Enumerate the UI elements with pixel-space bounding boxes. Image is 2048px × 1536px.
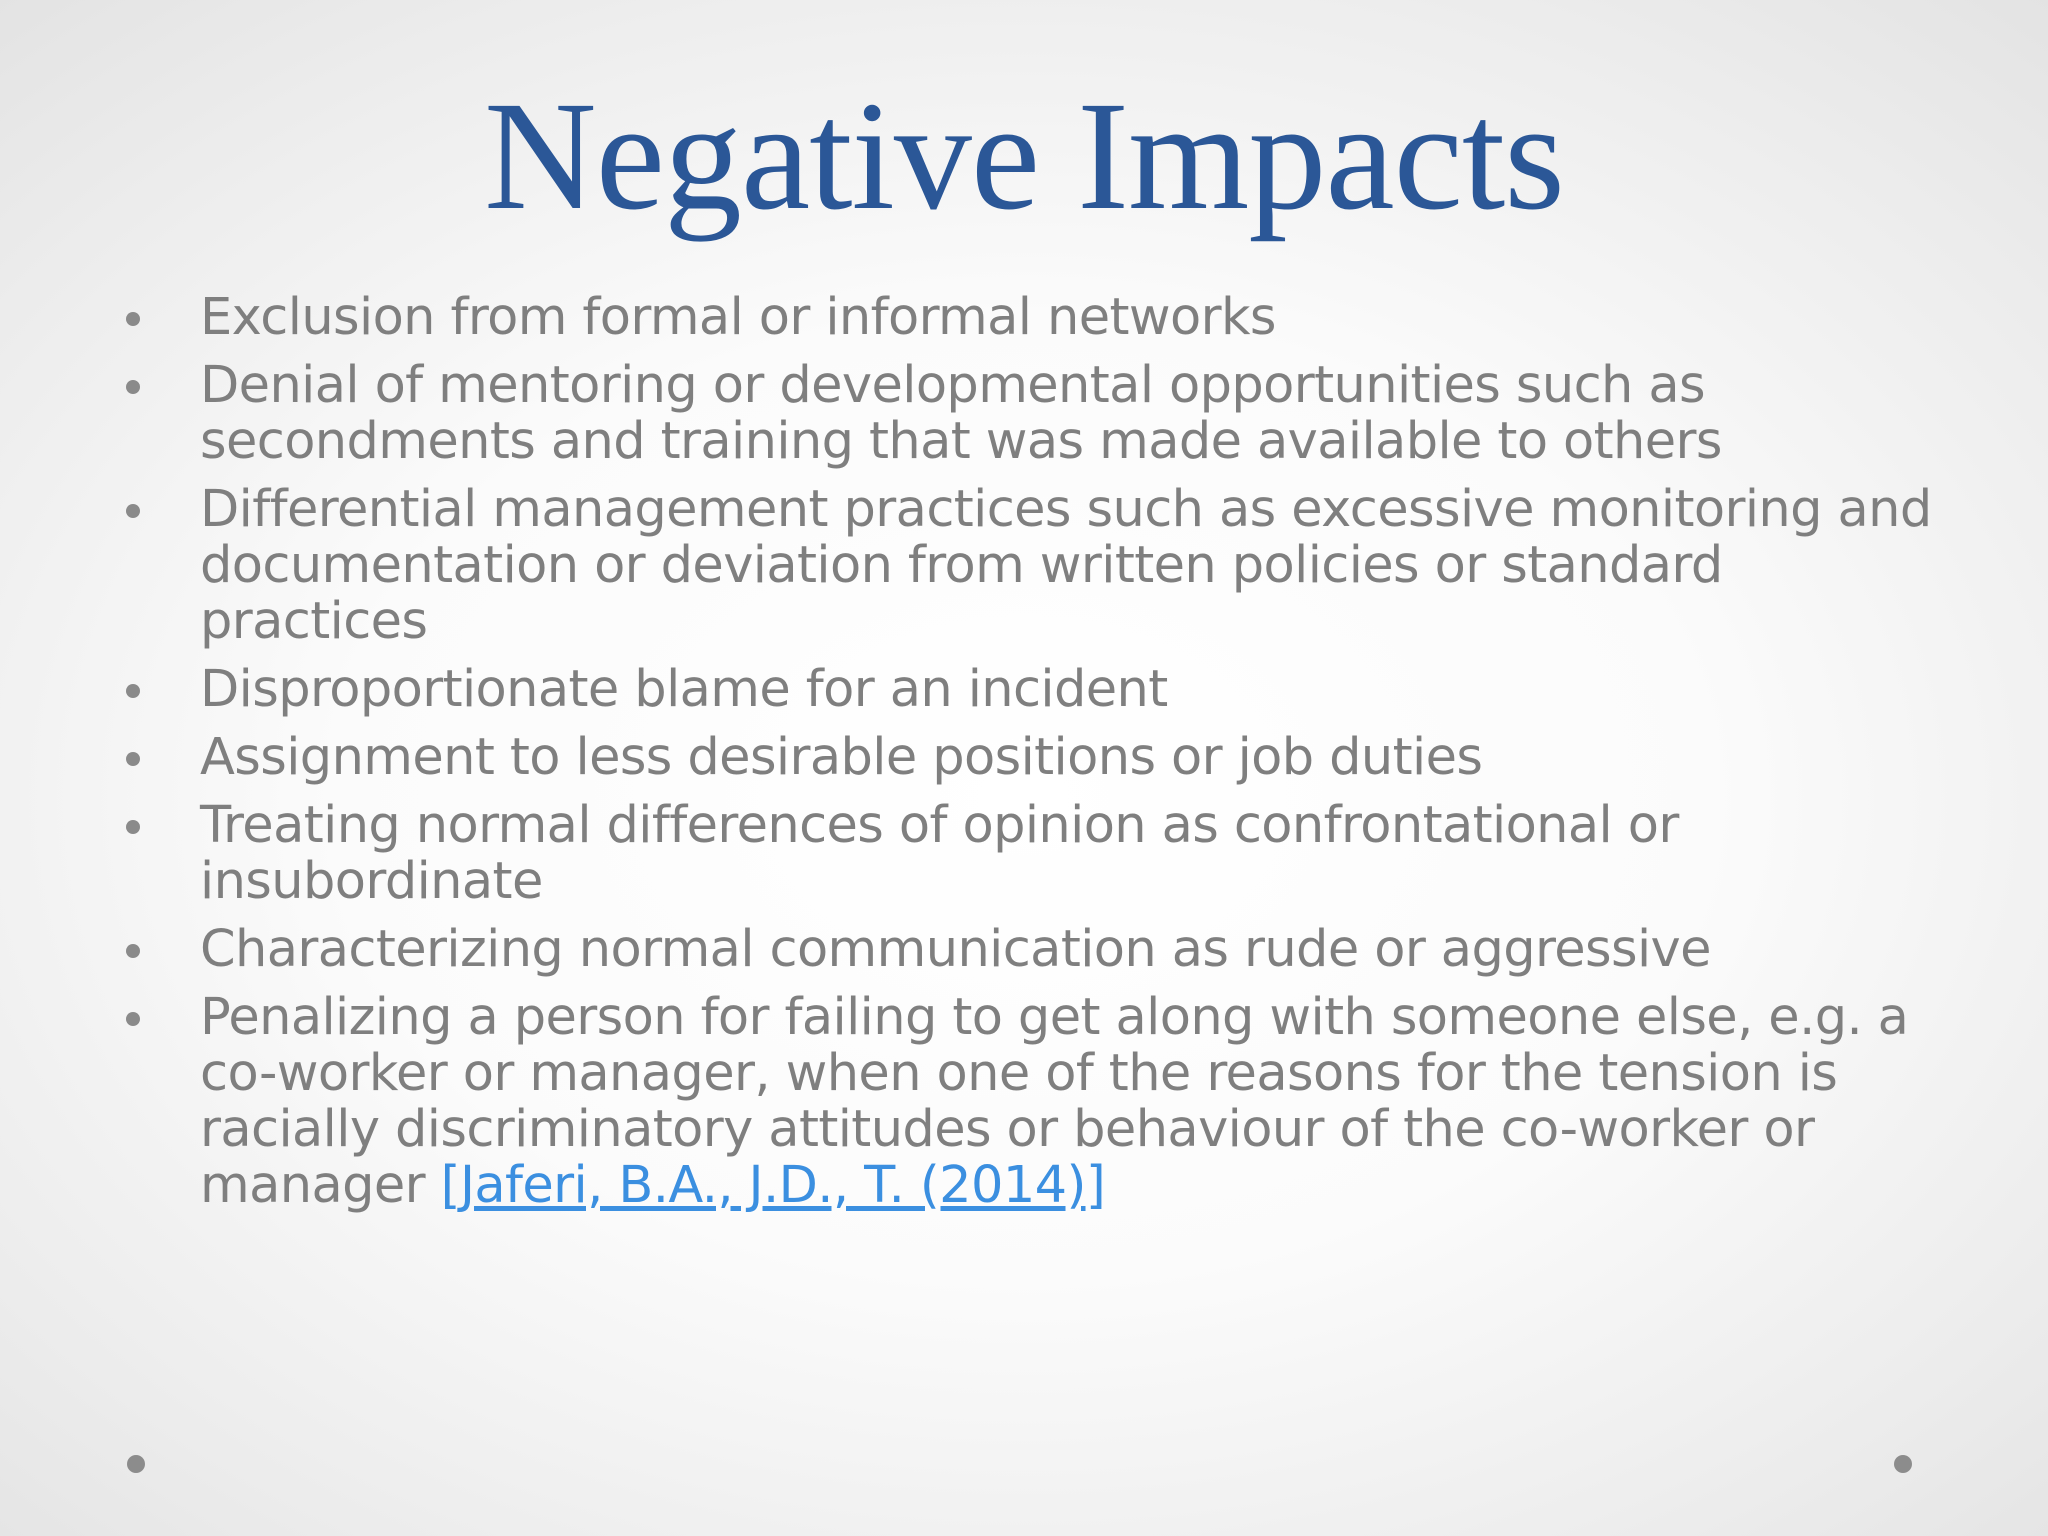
bullet-dot-icon [126, 1012, 140, 1026]
bullet-item [200, 798, 1960, 910]
bullet-dot-icon [126, 504, 140, 518]
bullet-dot-icon [126, 380, 140, 394]
bullet-text: Characterizing normal communication as rude or aggressive [200, 920, 1711, 979]
bullet-item [200, 482, 1960, 650]
bullet-dot-icon [126, 312, 140, 326]
bullet-dot-icon [126, 684, 140, 698]
bullet-text: Assignment to less desirable positions or job duties [200, 728, 1483, 787]
bullet-text: Denial of mentoring or developmental opportunities such as secondments and training that was made available to others [200, 356, 1722, 471]
bullet-text: Exclusion from formal or informal networks [200, 288, 1276, 347]
citation-link[interactable]: [Jaferi, B.A., J.D., T. (2014)] [440, 1156, 1106, 1215]
bullet-list [200, 290, 1960, 1226]
bullet-item [200, 990, 1960, 1214]
bullet-dot-icon [126, 752, 140, 766]
bullet-item [200, 290, 1960, 346]
bullet-item [200, 662, 1960, 718]
corner-dot-icon [1894, 1455, 1912, 1473]
slide-title: Negative Impacts [484, 69, 1564, 242]
corner-dot-icon [127, 1455, 145, 1473]
bullet-dot-icon [126, 944, 140, 958]
bullet-text: Disproportionate blame for an incident [200, 660, 1168, 719]
bullet-item [200, 730, 1960, 786]
bullet-item [200, 358, 1960, 470]
bullet-item [200, 922, 1960, 978]
bullet-dot-icon [126, 820, 140, 834]
bullet-text: Treating normal differences of opinion as confrontational or insubordinate [200, 796, 1679, 911]
bullet-text: Differential management practices such as excessive monitoring and documentation or deviation from written policies or standard practices [200, 480, 1932, 651]
bullet-text: Penalizing a person for failing to get along with someone else, e.g. a co-worker or manager, when one of the reasons for the tension is racially discriminatory attitudes or behaviour of the co-worker or manager [200, 988, 1909, 1215]
